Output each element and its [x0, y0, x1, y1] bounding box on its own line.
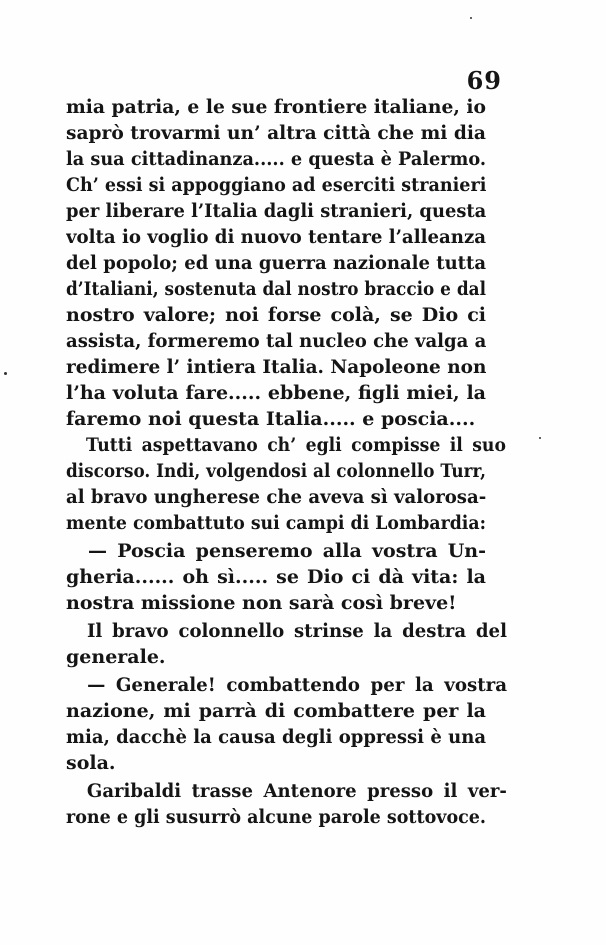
- text-line: saprò trovarmi un’ altra città che mi dia: [66, 122, 486, 144]
- text-line: al bravo ungherese che aveva sì valorosa-: [66, 486, 486, 508]
- text-line: faremo noi questa Italia..... e poscia....: [66, 408, 476, 430]
- text-line: assista, formeremo tal nucleo che valga a: [66, 330, 486, 352]
- text-line: generale.: [66, 646, 166, 668]
- text-line: Garibaldi trasse Antenore presso il ver-: [86, 780, 507, 802]
- text-line: Ch’ essi si appoggiano ad eserciti stranieri: [66, 174, 486, 196]
- text-line: mia patria, e le sue frontiere italiane, io: [66, 96, 486, 118]
- text-line: mente combattuto sui campi di Lombardia:: [66, 512, 486, 534]
- text-line: discorso. Indi, volgendosi al colonnello Turr,: [66, 460, 486, 482]
- page-number: 69: [466, 66, 502, 95]
- text-line: sola.: [66, 752, 116, 774]
- text-line: — Poscia penseremo alla vostra Un-: [88, 540, 486, 562]
- text-line: nostro valore; noi forse colà, se Dio ci: [66, 304, 486, 326]
- scan-speck: [470, 17, 472, 19]
- text-line: l’ha voluta fare..... ebbene, figli miei, la: [66, 382, 486, 404]
- text-line: volta io voglio di nuovo tentare l’alleanza: [66, 226, 486, 248]
- text-line: Il bravo colonnello strinse la destra del: [86, 620, 507, 642]
- text-line: mia, dacchè la causa degli oppressi è una: [66, 726, 486, 748]
- text-line: redimere l’ intiera Italia. Napoleone non: [66, 356, 486, 378]
- text-line: del popolo; ed una guerra nazionale tutta: [66, 252, 486, 274]
- text-line: d’Italiani, sostenuta dal nostro braccio e dal: [66, 278, 486, 300]
- text-line: rone e gli susurrò alcune parole sottovoce.: [66, 806, 486, 828]
- text-line: gheria...... oh sì..... se Dio ci dà vita: la: [66, 566, 486, 588]
- scan-speck: [539, 437, 541, 439]
- text-line: per liberare l’Italia dagli stranieri, questa: [66, 200, 486, 222]
- text-line: nazione, mi parrà di combattere per la: [66, 700, 486, 722]
- text-line: la sua cittadinanza..... e questa è Palermo.: [66, 148, 486, 170]
- text-line: nostra missione non sarà così breve!: [66, 592, 457, 614]
- scan-speck: [4, 372, 7, 375]
- text-line: — Generale! combattendo per la vostra: [87, 674, 508, 696]
- text-line: Tutti aspettavano ch’ egli compisse il suo: [85, 434, 506, 456]
